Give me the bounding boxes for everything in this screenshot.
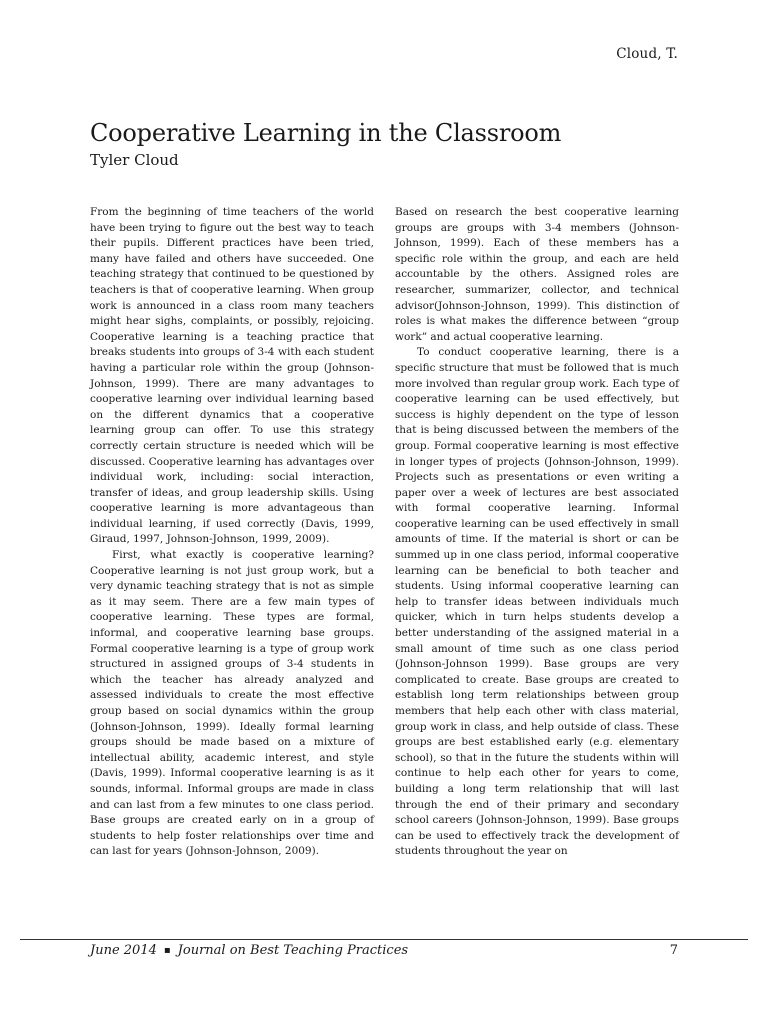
page-footer xyxy=(90,943,678,958)
article-title: Cooperative Learning in the Classroom xyxy=(90,119,562,147)
paragraph: To conduct cooperative learning, there is a specific structure that must be followed that is much more involved than regular group work. Each type of cooperative learning can be used effectively, but success is highly dependent on the type of lesson that is being discussed between the members of the group. Formal cooperative learning is most effective in longer types of projects (Johnson-Johnson, 1999). Projects such as presentations or even writing a paper over a week of lectures are best associated with formal cooperative learning. Informal cooperative learning can be used effectively in small amounts of time. If the material is short or can be summed up in one class period, informal cooperative learning can be beneficial to both teacher and students. Using informal cooperative learning can help to transfer ideas between individuals much quicker, which in turn helps students develop a better understanding of the assigned material in a small amount of time such as one class period (Johnson-Johnson 1999). Base groups are very complicated to create. Base groups are created to establish long term relationships between group members that help each other with class material, group work in class, and help outside of class. These groups are best established early (e.g. elementary school), so that in the future the students within will continue to help each other for years to come, building a long term relationship that will last through the end of their primary and secondary school careers (Johnson-Johnson, 1999). Base groups can be used to effectively track the development of students throughout the year on xyxy=(395,346,679,858)
article-author: Tyler Cloud xyxy=(90,151,179,169)
paragraph: First, what exactly is cooperative learning? Cooperative learning is not just group work, but a very dynamic teaching strategy that is not as simple as it may seem. There are a few main types of cooperative learning. These types are formal, informal, and cooperative learning base groups. Formal cooperative learning is a type of group work structured in assigned groups of 3-4 students in which the teacher has already analyzed and assessed individuals to create the most effective group based on social dynamics within the group (Johnson-Johnson, 1999). Ideally formal learning groups should be made based on a mixture of intellectual ability, academic interest, and style (Davis, 1999). Informal cooperative learning is as it sounds, informal. Informal groups are made in class and can last from a few minutes to one class period. Base groups are created early on in a group of students to help foster relationships over time and can last for years (Johnson-Johnson, 2009). xyxy=(90,549,374,858)
running-head: Cloud, T. xyxy=(616,46,678,62)
footer-date: June 2014 xyxy=(90,943,157,958)
paragraph: Based on research the best cooperative learning groups are groups with 3-4 members (Johnson-Johnson, 1999). Each of these members has a specific role within the group, and each are held accountable by the others. Assigned roles are researcher, summarizer, collector, and technical advisor(Johnson-Johnson, 1999). This distinction of roles is what makes the difference between “group work” and actual cooperative learning. xyxy=(395,206,679,343)
left-column xyxy=(90,205,374,860)
footer-journal: Journal on Best Teaching Practices xyxy=(177,943,409,958)
paragraph: From the beginning of time teachers of the world have been trying to figure out the best way to teach their pupils. Different practices have been tried, many have failed and others have succeeded. One teaching strategy that continued to be questioned by teachers is that of cooperative learning. When group work is announced in a class room many teachers might hear sighs, complaints, or possibly, rejoicing. Cooperative learning is a teaching practice that breaks students into groups of 3-4 with each student having a particular role within the group (Johnson-Johnson, 1999). There are many advantages to cooperative learning over individual learning based on the different dynamics that a cooperative learning group can offer. To use this strategy correctly certain structure is needed which will be discussed. Cooperative learning has advantages over individual work, including: social interaction, transfer of ideas, and group leadership skills. Using cooperative learning is more advantageous than individual learning, if used correctly (Davis, 1999, Giraud, 1997, Johnson-Johnson, 1999, 2009). xyxy=(90,206,374,546)
page-number: 7 xyxy=(669,943,678,958)
footer-rule xyxy=(20,939,748,940)
footer-bullet: ▪ xyxy=(163,945,171,956)
right-column xyxy=(395,205,679,860)
